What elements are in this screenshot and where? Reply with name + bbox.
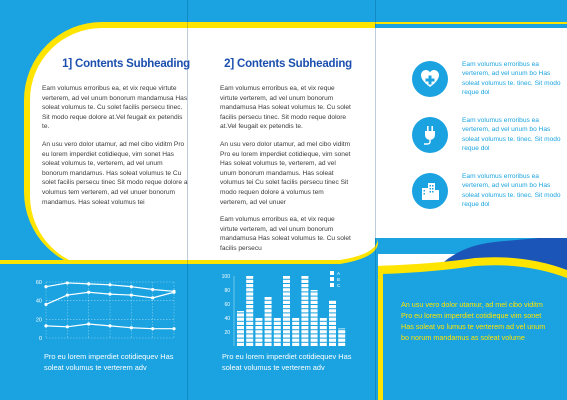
y-tick-label: 60: [224, 302, 230, 308]
data-point: [44, 324, 47, 327]
bar-segment: [292, 326, 299, 329]
bar-segment: [246, 301, 253, 304]
panel-2-body: [220, 84, 352, 254]
bar-segment: [292, 334, 299, 337]
icon-row: [412, 60, 562, 98]
bar-segment: [283, 301, 290, 304]
bar-segment: [283, 297, 290, 300]
bar-segment: [311, 343, 318, 346]
data-point: [130, 293, 133, 296]
legend-label: B: [337, 277, 341, 282]
bar-segment: [283, 339, 290, 342]
bar-segment: [246, 292, 253, 295]
panel-2-paragraph: Eam volumus erroribus ea, et vix reque virtute verterem, ad vel unum bonorum mandamusa Has soleat volumus te. Cu solet facilis persecu tinec. Sit modo reque dolore at.Vel feugait ex petendis te.: [220, 85, 351, 131]
bar-segment: [311, 313, 318, 316]
bar-segment: [283, 343, 290, 346]
legend-swatch: [330, 277, 334, 281]
bar-segment: [283, 330, 290, 333]
bar-segment: [265, 326, 272, 329]
bar: [338, 329, 345, 347]
bar-segment: [246, 343, 253, 346]
bar-segment: [311, 290, 318, 291]
bar-segment: [301, 313, 308, 316]
bar-segment: [311, 326, 318, 329]
bar-segment: [301, 305, 308, 308]
bar-segment: [320, 334, 327, 337]
bar-segment: [246, 318, 253, 321]
bar-chart: [212, 270, 362, 350]
bar-segment: [255, 322, 262, 325]
data-point: [66, 281, 69, 284]
bar-segment: [283, 292, 290, 295]
bar-segment: [274, 318, 281, 321]
data-point: [108, 293, 111, 296]
bar-segment: [265, 305, 272, 308]
bar-segment: [274, 330, 281, 333]
icon-row: [412, 172, 562, 210]
bar-segment: [237, 318, 244, 321]
bar-segment: [329, 313, 336, 316]
bar-segment: [265, 343, 272, 346]
bar: [246, 276, 253, 346]
bar-segment: [329, 334, 336, 337]
bar-segment: [338, 329, 345, 330]
bar-segment: [265, 309, 272, 312]
legend-swatch: [330, 283, 334, 287]
bar-segment: [329, 330, 336, 333]
bar-segment: [301, 284, 308, 287]
bottom-right-text: An usu vero dolor utamur, ad mel cibo viditm Pro eu lorem imperdiet cotidieque vim sonet Has soleat vo lumus te verterem ad vel unum bo norum mandamus as soleat volume: [401, 300, 546, 342]
bar-segment: [320, 326, 327, 329]
bar: [283, 276, 290, 346]
bar-segment: [274, 326, 281, 329]
y-tick-label: 60: [35, 280, 42, 286]
bar-segment: [237, 343, 244, 346]
bar-segment: [329, 326, 336, 329]
bar-segment: [255, 343, 262, 346]
bar-segment: [265, 313, 272, 316]
buildings-icon: [412, 173, 448, 209]
bar-segment: [338, 339, 345, 342]
bar-segment: [311, 305, 318, 308]
bar-segment: [292, 330, 299, 333]
data-point: [130, 285, 133, 288]
bar-segment: [255, 339, 262, 342]
bar-segment: [246, 334, 253, 337]
bar-segment: [338, 343, 345, 346]
panel-1-heading: 1] Contents Subheading: [62, 58, 190, 70]
bar-segment: [265, 301, 272, 304]
y-tick-label: 80: [224, 288, 230, 294]
data-point: [66, 325, 69, 328]
bar-segment: [255, 326, 262, 329]
y-tick-label: 100: [221, 274, 230, 280]
bar-segment: [301, 280, 308, 283]
bar-segment: [246, 326, 253, 329]
y-tick-label: 40: [35, 298, 42, 305]
bar-segment: [237, 311, 244, 312]
bar-segment: [246, 330, 253, 333]
bar-segment: [265, 318, 272, 321]
bar-segment: [329, 309, 336, 312]
bar-segment: [311, 330, 318, 333]
bar-segment: [320, 330, 327, 333]
bar-segment: [311, 301, 318, 304]
y-tick-label: 40: [224, 316, 230, 322]
bar-segment: [246, 339, 253, 342]
bar-segment: [265, 334, 272, 337]
bar: [237, 311, 244, 346]
bar-segment: [301, 309, 308, 312]
icon-row-text: Eam volumus erroribus ea verterem, ad vel unum bo Has soleat volumus te. tinec. Sit modo reque dol: [462, 117, 561, 153]
panel-2-paragraph: Eam volumus erroribus ea, et vix reque virtute verterem, ad vel unum bonorum mandamusa Has soleat volumus te. Cu solet facilis persecu: [220, 216, 351, 252]
bar-segment: [237, 322, 244, 325]
bar-segment: [301, 276, 308, 279]
bar-segment: [265, 330, 272, 333]
bar-segment: [292, 339, 299, 342]
bar-segment: [246, 288, 253, 291]
bar: [311, 290, 318, 346]
bar-segment: [274, 322, 281, 325]
bar: [292, 318, 299, 346]
legend-label: C: [337, 283, 341, 288]
icon-row: [412, 116, 562, 154]
bar-segment: [283, 334, 290, 337]
bar-segment: [329, 343, 336, 346]
bar-segment: [301, 330, 308, 333]
fold-line-2: [375, 0, 376, 400]
bar-segment: [283, 313, 290, 316]
bar-segment: [329, 305, 336, 308]
bar-segment: [311, 334, 318, 337]
bar-segment: [274, 339, 281, 342]
data-point: [87, 322, 90, 325]
bar-segment: [265, 322, 272, 325]
bar-segment: [311, 339, 318, 342]
chart-caption-middle: Pro eu lorem imperdiet cotidiequev Has soleat volumus te verterem adv: [222, 352, 352, 372]
bar-segment: [246, 276, 253, 279]
bar-segment: [320, 322, 327, 325]
data-point: [151, 296, 154, 299]
bar-segment: [246, 297, 253, 300]
bar-segment: [311, 297, 318, 300]
panel-2: [220, 58, 352, 262]
bar-segment: [283, 305, 290, 308]
bar-segment: [301, 288, 308, 291]
bar-segment: [311, 322, 318, 325]
data-point: [172, 291, 175, 294]
bar: [274, 318, 281, 346]
bar-segment: [320, 339, 327, 342]
power-plug-icon: [412, 117, 448, 153]
bar-segment: [237, 313, 244, 316]
panel-2-heading: 2] Contents Subheading: [224, 58, 352, 70]
bar-segment: [265, 339, 272, 342]
bar-segment: [283, 280, 290, 283]
bar-segment: [311, 309, 318, 312]
bar-segment: [301, 343, 308, 346]
bar-segment: [301, 322, 308, 325]
line-chart: [28, 274, 178, 346]
bar-segment: [301, 292, 308, 295]
bar-segment: [246, 309, 253, 312]
data-point: [108, 324, 111, 327]
bar-segment: [329, 322, 336, 325]
bar-segment: [237, 330, 244, 333]
bar-segment: [246, 322, 253, 325]
bar-segment: [338, 330, 345, 333]
bar-segment: [301, 301, 308, 304]
bar-segment: [311, 292, 318, 295]
bar-segment: [283, 322, 290, 325]
data-point: [87, 291, 90, 294]
bar: [301, 276, 308, 346]
bar-segment: [274, 343, 281, 346]
bar-segment: [255, 334, 262, 337]
bar-segment: [292, 343, 299, 346]
bar-segment: [237, 334, 244, 337]
data-point: [108, 283, 111, 286]
bar-segment: [329, 339, 336, 342]
legend-label: A: [337, 271, 341, 276]
bar-segment: [283, 309, 290, 312]
bar-segment: [237, 326, 244, 329]
bar-segment: [292, 318, 299, 321]
bar-segment: [246, 280, 253, 283]
data-point: [130, 326, 133, 329]
bar: [320, 318, 327, 346]
y-tick-label: 20: [224, 330, 230, 336]
bar-segment: [301, 339, 308, 342]
chart-caption-left: Pro eu lorem imperdiet cotidiequev Has soleat volumus te verterem adv: [44, 352, 174, 372]
bar: [265, 297, 272, 346]
data-point: [44, 303, 47, 306]
bar-segment: [301, 297, 308, 300]
bar-segment: [329, 301, 336, 304]
data-point: [172, 327, 175, 330]
bar-segment: [274, 334, 281, 337]
bar-segment: [320, 318, 327, 321]
bar-segment: [338, 334, 345, 337]
data-point: [87, 282, 90, 285]
bar-segment: [311, 318, 318, 321]
panel-2-paragraph: An usu vero dolor utamur, ad mel cibo viditm Pro eu lorem imperdiet cotidieque, vim sonet Has soleat volumus te, verterem, ad vel unum bonorum mandamus. Has soleat volumus tei Cu solet facilis persecu tinec Sit modo requen dolore a volumus tem verterem, ad vel unuer: [220, 140, 351, 206]
bar-segment: [283, 288, 290, 291]
heart-medical-cross-icon: [412, 61, 448, 97]
bar-segment: [246, 284, 253, 287]
bar-segment: [301, 326, 308, 329]
data-point: [66, 293, 69, 296]
bar-segment: [329, 318, 336, 321]
bar-segment: [301, 334, 308, 337]
bar-segment: [283, 276, 290, 279]
data-point: [44, 285, 47, 288]
bar-segment: [283, 326, 290, 329]
bar: [255, 318, 262, 346]
panel-1: [42, 58, 190, 215]
icon-row-text: Eam volumus erroribus ea verterem, ad vel unum bo Has soleat volumus te. tinec. Sit modo reque dol: [462, 173, 561, 209]
bar-segment: [255, 318, 262, 321]
legend-swatch: [330, 271, 334, 275]
bar-segment: [237, 339, 244, 342]
bar-segment: [246, 305, 253, 308]
bar-segment: [255, 330, 262, 333]
bar-segment: [246, 313, 253, 316]
y-tick-label: 20: [35, 317, 42, 324]
panel-1-body: [42, 84, 190, 207]
bar-segment: [283, 284, 290, 287]
panel-1-paragraph: An usu vero dolor utamur, ad mel cibo viditm Pro eu lorem imperdiet cotidieque, vim sonet Has soleat volumus te, verterem, ad vel unum bonorum mandamus. Has soleat volumus te Cu solet facilis persecu tinec Sit modo reque dolore a volumus tem verterem, ad vel unuer bonorum mandamus. Has soleat volumus tei: [42, 140, 188, 206]
bar-segment: [265, 297, 272, 300]
bar-segment: [301, 318, 308, 321]
bar-segment: [292, 322, 299, 325]
icon-row-text: Eam volumus erroribus ea verterem, ad vel unum bo Has soleat volumus te. tinec. Sit modo reque dol: [462, 61, 561, 97]
data-point: [151, 288, 154, 291]
bar-segment: [283, 318, 290, 321]
data-point: [151, 327, 154, 330]
bar: [329, 301, 336, 346]
y-tick-label: 0: [38, 336, 42, 342]
bar-segment: [320, 343, 327, 346]
panel-1-paragraph: Eam volumus erroribus ea, et vix reque virtute verterem, ad vel unum bonorum mandamusa Has soleat volumus te. Cu solet facilis persecu tinec. Sit modo reque dolore at.Vel feugait ex petendis te.: [42, 85, 188, 131]
